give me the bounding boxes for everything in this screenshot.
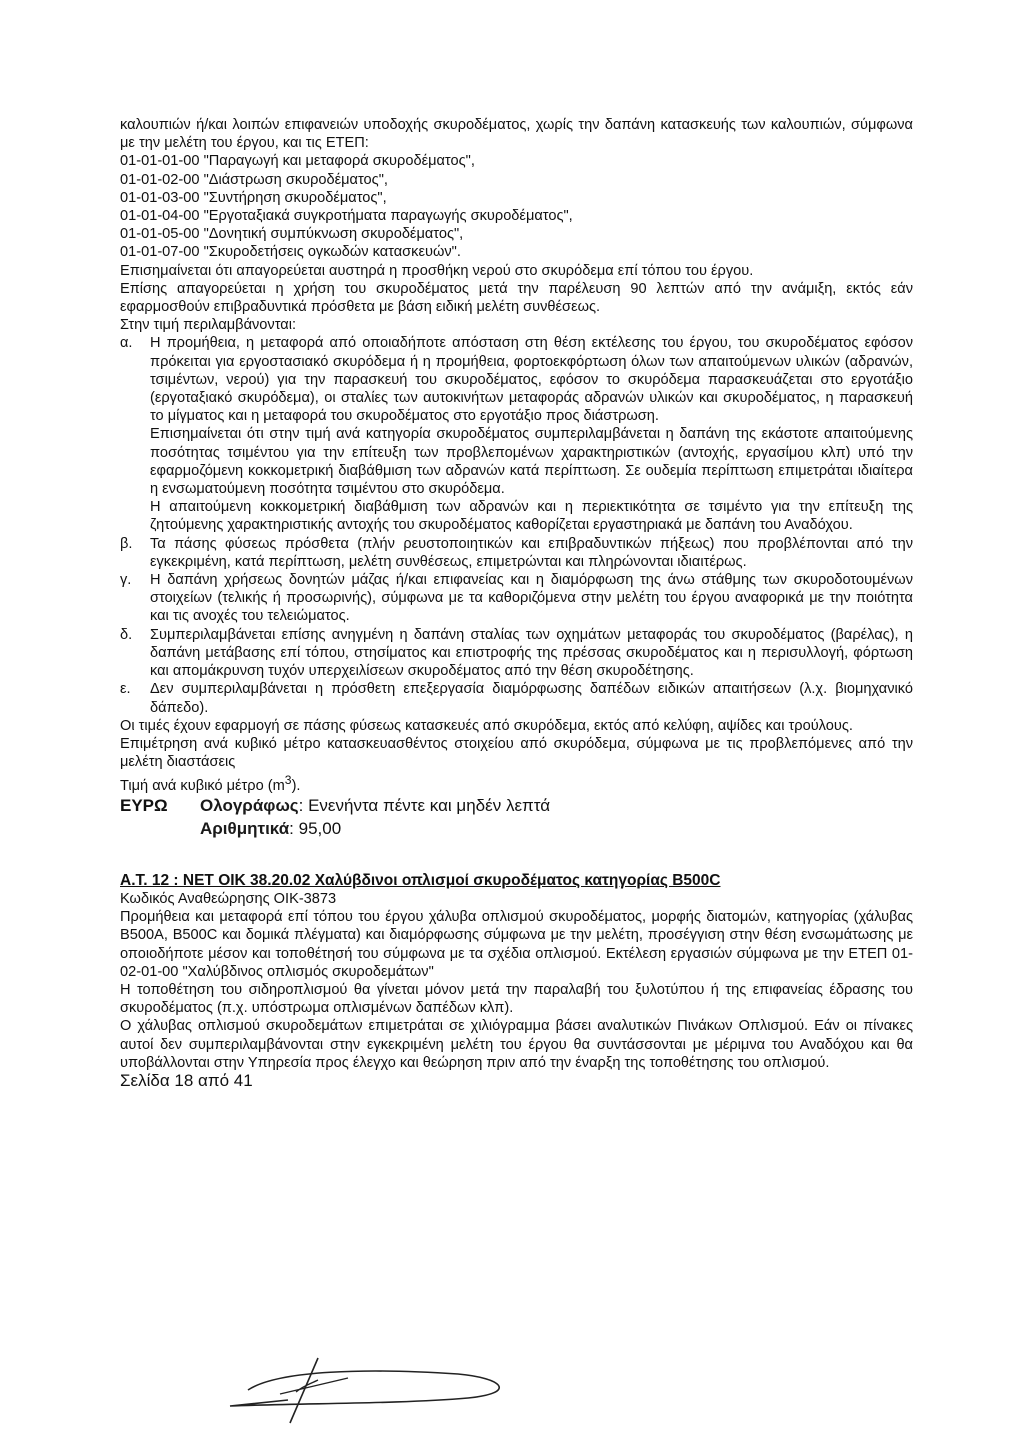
water-note: Επισημαίνεται ότι απαγορεύεται αυστηρά η προσθήκη νερού στο σκυρόδεμα επί τόπου του έργου. [120, 262, 754, 279]
article-section [120, 872, 913, 1072]
currency-label: ΕΥΡΩ [120, 796, 168, 816]
price-words-value: : Ενενήντα πέντε και μηδέν λεπτά [298, 796, 551, 816]
measurement-paragraph: Επιμέτρηση ανά κυβικό μέτρο κατασκευασθέντος στοιχείου από σκυρόδεμα, σύμφωνα με τις προβλεπόμενες από την μελέτη διαστάσεις [120, 735, 913, 771]
unit-text: Τιμή ανά κυβικό μέτρο (m [120, 778, 285, 795]
page-content [120, 116, 913, 1090]
spec-line: 01-01-01-00 "Παραγωγή και μεταφορά σκυροδέματος", [120, 153, 475, 170]
price-number-label: Αριθμητικά [200, 818, 290, 838]
list-item-text: Η προμήθεια, η μεταφορά από οποιαδήποτε απόσταση στη θέση εκτέλεσης του έργου, του σκυροδέματος εφόσον πρόκειται για εργοστασιακό σκυρόδεμα ή η προμήθεια, φορτοεκφόρτωση όλων των απαιτούμενων υλικών (αδρανών, τσιμέντων, νερού) για την παρασκευή του σκυροδέματος, εφόσον το σκυρόδεμα παρασκευάζεται στο εργοτάξιο (εργοταξιακό σκυρόδεμα), οι σταλίες των αυτοκινήτων μεταφοράς αδρανών υλικών και σκυροδέματος, η παρασκευή το μίγματος και η μεταφορά του σκυροδέματος στο εργοτάξιο προς διάστρωση. [150, 335, 913, 425]
spec-line: 01-01-05-00 "Δονητική συμπύκνωση σκυροδέματος", [120, 226, 464, 243]
price-number-row [120, 820, 913, 838]
unit-text-end: ). [291, 778, 301, 795]
price-number-value: : 95,00 [289, 818, 342, 838]
price-words-row [120, 797, 913, 815]
signature-mark [218, 1348, 518, 1428]
list-item-text: Δεν συμπεριλαμβάνεται η πρόσθετη επεξεργασία διαμόρφωσης δαπέδων ειδικών απαιτήσεων (λ.χ. βιομηχανικό δάπεδο). [150, 681, 913, 716]
unit-superscript: 3 [284, 773, 292, 788]
list-item-a [120, 334, 913, 425]
list-item-d [120, 626, 913, 681]
list-item-text: Η δαπάνη χρήσεως δονητών μάζας ή/και επιφανείας και η διαμόρφωση της άνω στάθμης των σκυροδοτουμένων στοιχείων (τελικής ή προσωρινής), σύμφωνα με τα καθοριζόμενα στην μελέτη του έργου αναφορικά με την ποιότητα και τις ανοχές του τελειώματος. [150, 572, 913, 625]
list-marker: ε. [120, 681, 131, 698]
spec-line: 01-01-03-00 "Συντήρηση σκυροδέματος", [120, 189, 387, 206]
price-words-label: Ολογράφως [200, 796, 299, 816]
list-marker: α. [120, 335, 133, 352]
list-marker: δ. [120, 626, 133, 643]
includes-heading: Στην τιμή περιλαμβάνονται: [120, 317, 297, 334]
list-item-e [120, 680, 913, 716]
list-item-note: Επισημαίνεται ότι στην τιμή ανά κατηγορία σκυροδέματος συμπεριλαμβάνεται η δαπάνη της εκάστοτε απαιτούμενης ποσότητας τσιμέντου για την επίτευξη των προβλεπομένων χαρακτηριστικών (αντοχής, εργασίμου κλπ) υπό την εφαρμοζόμενη κοκκομετρική διαβάθμιση των αδρανών κατά περίπτωση. Σε ουδεμία περίπτωση επιμετράται ιδιαίτερα η ενσωματούμενη ποσότητα τσιμέντου στο σκυρόδεμα. [150, 426, 913, 498]
list-marker: γ. [120, 572, 132, 589]
revision-code: Κωδικός Αναθεώρησης ΟΙΚ-3873 [120, 890, 337, 907]
article-heading: Α.Τ. 12 : ΝΕΤ ΟΙΚ 38.20.02 Χαλύβδινοι οπλισμοί σκυροδέματος κατηγορίας Β500C [120, 871, 721, 889]
article-paragraph: Προμήθεια και μεταφορά επί τόπου του έργου χάλυβα οπλισμού σκυροδέματος, μορφής διατομών, κατηγορίας (χάλυβας B500A, B500C και δομικά πλέγματα) και διαμόρφωσης σύμφωνα με την μελέτη, προσέγγιση στην θέση ενσωμάτωσης με οποιοδήποτε μέσον και τοποθέτησή του σύμφωνα με τα σχέδια οπλισμού. Εκτέλεση εργασιών σύμφωνα με την ΕΤΕΠ 01-02-01-00 "Χαλύβδινος οπλισμός σκυροδεμάτων" [120, 909, 913, 980]
list-item-c [120, 571, 913, 626]
list-item-b [120, 535, 913, 571]
article-paragraph: Η τοποθέτηση του σιδηροπλισμού θα γίνεται μόνον μετά την παραλαβή του ξυλοτύπου ή της επιφανείας έδρασης του σκυροδέματος (π.χ. υπόστρωμα οπλισμένων δαπέδων κλπ). [120, 982, 913, 1017]
unit-line [120, 771, 913, 795]
spec-line: 01-01-02-00 "Διάστρωση σκυροδέματος", [120, 171, 388, 188]
list-item-note: Η απαιτούμενη κοκκομετρική διαβάθμιση των αδρανών και η περιεκτικότητα σε τσιμέντο για την επίτευξη της ζητούμενης χαρακτηριστικής αντοχής του σκυροδέματος καθορίζεται εργαστηριακά με δαπάνη του Αναδόχου. [150, 499, 913, 534]
list-marker: β. [120, 535, 133, 552]
time-limit-note: Επίσης απαγορεύεται η χρήση του σκυροδέματος μετά την παρέλευση 90 λεπτών από την ανάμιξη, εκτός εάν εφαρμοσθούν επιβραδυντικά πρόσθετα με βάση ειδική μελέτη συνθέσεως. [120, 280, 913, 316]
article-paragraph: Ο χάλυβας οπλισμού σκυροδεμάτων επιμετράται σε χιλιόγραμμα βάσει αναλυτικών Πινάκων Οπλισμού. Εάν οι πίνακες αυτοί δεν συμπεριλαμβάνονται στην εγκεκριμένη μελέτη του έργου θα συντάσσονται με μέριμνα του Αναδόχου και θα υποβάλλονται στην Υπηρεσία προς έλεγχο και θεώρηση πριν από την έναρξη της τοποθέτησης του οπλισμού. [120, 1018, 913, 1071]
scope-paragraph: Οι τιμές έχουν εφαρμογή σε πάσης φύσεως κατασκευές από σκυρόδεμα, εκτός από κελύφη, αψίδες και τρούλους. [120, 717, 853, 734]
intro-paragraph: καλουπιών ή/και λοιπών επιφανειών υποδοχής σκυροδέματος, χωρίς την δαπάνη κατασκευής των καλουπιών, σύμφωνα με την μελέτη του έργου, και τις ΕΤΕΠ: [120, 117, 913, 152]
spec-line: 01-01-04-00 "Εργοταξιακά συγκροτήματα παραγωγής σκυροδέματος", [120, 208, 573, 225]
spec-line: 01-01-07-00 "Σκυροδετήσεις ογκωδών κατασκευών". [120, 244, 461, 261]
page-number: Σελίδα 18 από 41 [120, 1071, 253, 1091]
list-item-text: Τα πάσης φύσεως πρόσθετα (πλήν ρευστοποιητικών και επιβραδυντικών πήξεως) που προβλέπονται από την εγκεκριμένη, κατά περίπτωση, μελέτη συνθέσεως, επιμετρώνται και πληρώνονται ιδιαιτέρως. [150, 535, 913, 570]
list-item-text: Συμπεριλαμβάνεται επίσης ανηγμένη η δαπάνη σταλίας των οχημάτων μεταφοράς του σκυροδέματος (βαρέλας), η δαπάνη μετάβασης επί τόπου, στησίματος και επιστροφής της πρέσσας σκυροδέματος και η περισυλλογή, φόρτωση και απομάκρυνση τυχόν υπερχειλίσεων σκυροδέματος από την θέση σκυροδέτησης. [150, 626, 913, 680]
